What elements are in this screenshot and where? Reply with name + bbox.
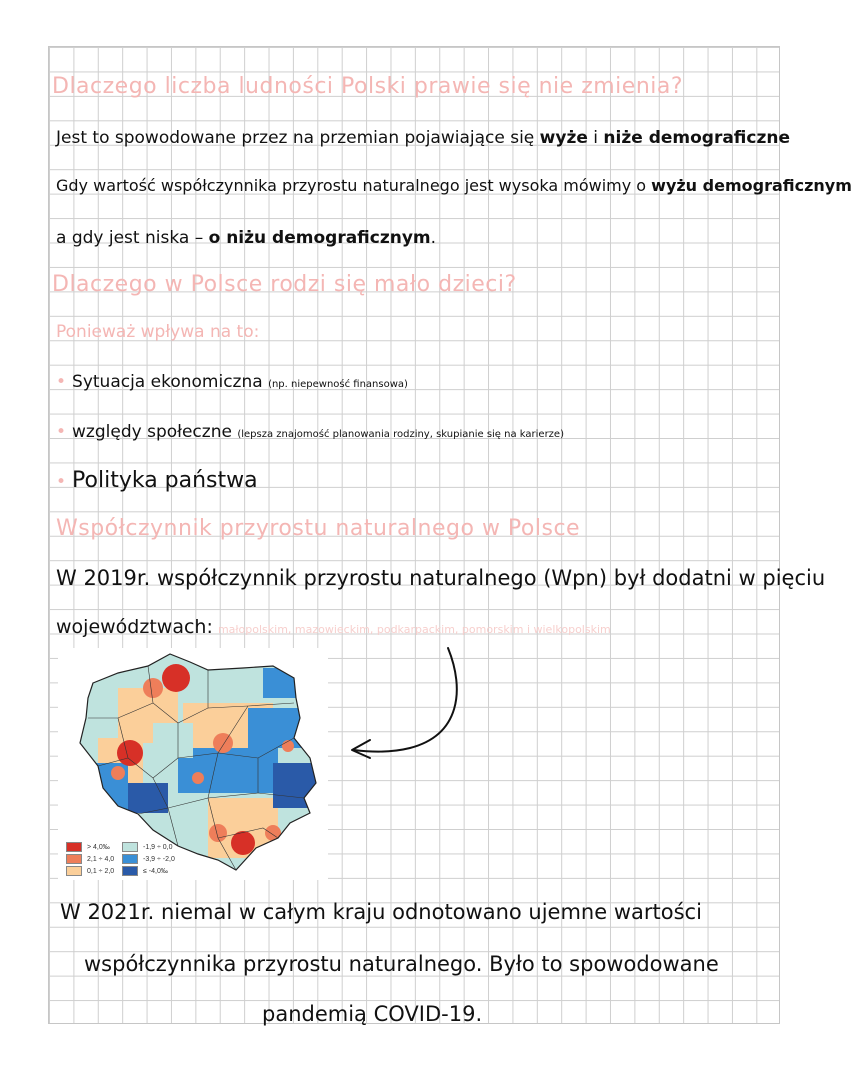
legend-label: -1,9 ÷ 0,0 (143, 843, 173, 851)
legend-item (66, 866, 114, 876)
legend-swatch (122, 866, 138, 876)
legend-item (122, 854, 175, 864)
bullet-social-label: względy społeczne (72, 422, 232, 442)
legend-label: -3,9 ÷ -2,0 (143, 855, 175, 863)
bullet-economic-label: Sytuacja ekonomiczna (72, 372, 263, 392)
legend-item (122, 842, 173, 852)
voivodeships-label: województwach: (56, 616, 213, 638)
legend-item (122, 866, 168, 876)
text-line-2 (56, 178, 852, 194)
legend-swatch (66, 842, 82, 852)
legend-swatch (66, 866, 82, 876)
line3-bold: o niżu demograficznym (208, 228, 431, 248)
pointer-arrow (340, 640, 480, 770)
legend-item (66, 854, 114, 864)
paragraph-2021-line1: W 2021r. niemal w całym kraju odnotowano ujemne wartości (60, 900, 702, 924)
legend-swatch (122, 842, 138, 852)
legend-label: 2,1 ÷ 4,0 (87, 855, 115, 863)
line1-connector: i (587, 128, 604, 148)
bullet-politics (56, 470, 258, 492)
legend-label: 0,1 ÷ 2,0 (87, 867, 115, 875)
text-line-3 (56, 230, 436, 247)
section-heading-rate: Współczynnik przyrostu naturalnego w Polsce (56, 516, 581, 541)
question-population: Dlaczego liczba ludności Polski prawie się nie zmienia? (52, 74, 684, 99)
because-label: Ponieważ wpływa na to: (56, 322, 260, 342)
bullet-dot: • (56, 372, 67, 392)
bullet-economic-note: (np. niepewność finansowa) (268, 379, 408, 390)
bullet-social-note: (lepsza znajomość planowania rodziny, skupianie się na karierze) (237, 429, 564, 440)
bullet-dot: • (56, 422, 67, 442)
paragraph-2021-line2: współczynnika przyrostu naturalnego. Było to spowodowane (84, 952, 719, 976)
line3-dot: . (430, 228, 437, 248)
legend-label: ≤ -4,0‰ (143, 867, 168, 875)
line1-bold-nize: niże demograficzne (603, 128, 791, 148)
text-line-1 (56, 130, 790, 147)
line3-text: a gdy jest niska – (56, 228, 209, 248)
bullet-economic (56, 374, 408, 391)
poland-map-figure (58, 648, 328, 880)
line2-bold: wyżu demograficznym (651, 176, 852, 195)
regions-list: małopolskim, mazowieckim, podkarpackim, pomorskim i wielkopolskim (217, 623, 611, 636)
bullet-social (56, 424, 564, 441)
legend-swatch (66, 854, 82, 864)
paragraph-2021-line3: pandemią COVID-19. (262, 1002, 483, 1026)
legend-item (66, 842, 110, 852)
legend-swatch (122, 854, 138, 864)
question-births: Dlaczego w Polsce rodzi się mało dzieci? (52, 272, 517, 297)
paragraph-2019: W 2019r. współczynnik przyrostu naturalnego (Wpn) był dodatni w pięciu (56, 566, 826, 590)
bullet-dot: • (56, 472, 67, 492)
legend-label: > 4,0‰ (87, 843, 110, 851)
line1-bold-wyze: wyże (539, 128, 588, 148)
paragraph-2019-continued (56, 618, 611, 637)
line1-text: Jest to spowodowane przez na przemian pojawiające się (56, 128, 540, 148)
bullet-politics-label: Polityka państwa (72, 468, 258, 493)
line2-text: Gdy wartość współczynnika przyrostu naturalnego jest wysoka mówimy o (56, 176, 652, 195)
